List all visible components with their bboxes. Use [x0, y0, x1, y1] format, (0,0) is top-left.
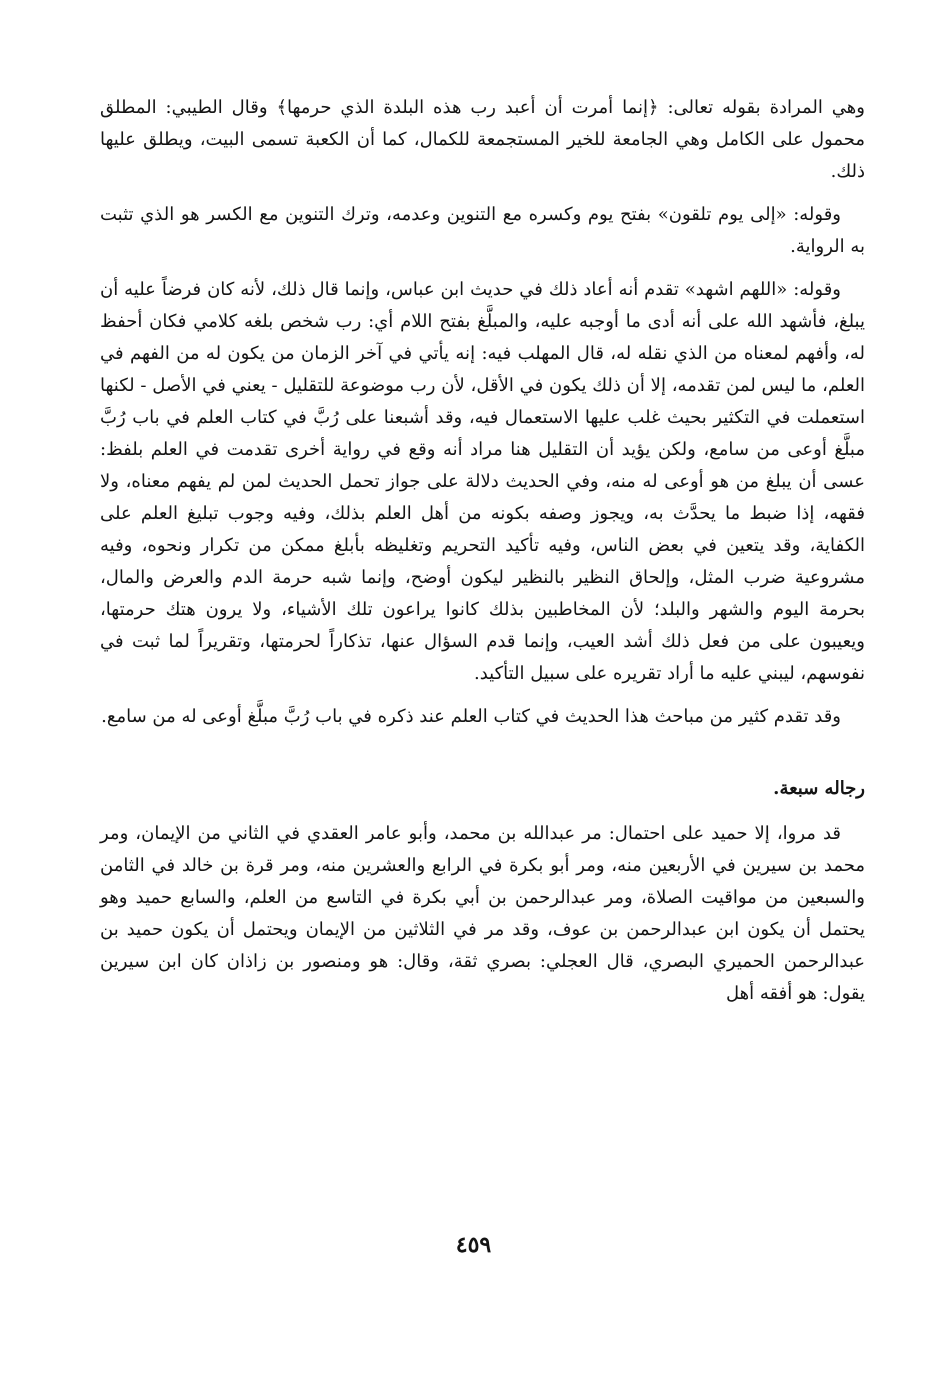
- page-body: [100, 92, 865, 1021]
- paragraph-allahumma-ishhad: وقوله: «اللهم اشهد» تقدم أنه أعاد ذلك في حديث ابن عباس، وإنما قال ذلك، لأنه كان فرضاً عليه أن يبلغ، فأشهد الله على أنه أدى ما أوجبه عليه، والمبلَّغ بفتح اللام أي: رب شخص بلغه كلامي فكان أحفظ له، وأفهم لمعناه من الذي نقله له، قال المهلب فيه: إنه يأتي في آخر الزمان من يكون له من الفهم في العلم، ما ليس لمن تقدمه، إلا أن ذلك يكون في الأقل، لأن رب موضوعة للتقليل - يعني في الأصل - لكنها استعملت في التكثير بحيث غلب عليها الاستعمال فيه، وقد أشبعنا على رُبَّ في كتاب العلم في باب رُبَّ مبلَّغ أوعى من سامع، ولكن يؤيد أن التقليل هنا مراد أنه وقع في رواية أخرى تقدمت في العلم بلفظ: عسى أن يبلغ من هو أوعى له منه، وفي الحديث دلالة على جواز تحمل الحديث لمن لم يفهم معناه، ولا فقهه، إذا ضبط ما يحدَّث به، ويجوز وصفه بكونه من أهل العلم بذلك، وفيه وجوب تبليغ العلم على الكفاية، وقد يتعين في بعض الناس، وفيه تأكيد التحريم وتغليظه بأبلغ ممكن من تكرار ونحوه، وفيه مشروعية ضرب المثل، وإلحاق النظير بالنظير ليكون أوضح، وإنما شبه حرمة الدم والعرض والمال، بحرمة اليوم والشهر والبلد؛ لأن المخاطبين بذلك كانوا يراعون تلك الأشياء، ولا يرون هتك حرمتها، ويعيبون على من فعل ذلك أشد العيب، وإنما قدم السؤال عنها، تذكاراً لحرمتها، وتقريراً لما ثبت في نفوسهم، ليبني عليه ما أراد تقريره على سبيل التأكيد.: [100, 279, 865, 684]
- paragraph-yawm-talqawn: وقوله: «إلى يوم تلقون» بفتح يوم وكسره مع التنوين وعدمه، وترك التنوين مع الكسر هو الذي تثبت به الرواية.: [100, 204, 865, 257]
- paragraph-narrators: قد مروا، إلا حميد على احتمال: مر عبدالله بن محمد، وأبو عامر العقدي في الثاني من الإيمان، ومر محمد بن سيرين في الأربعين منه، ومر أبو بكرة في الرابع والعشرين منه، ومر قرة بن خالد في الثامن والسبعين من مواقيت الصلاة، ومر عبدالرحمن بن أبي بكرة في التاسع من العلم، والسابع حميد وهو يحتمل أن يكون ابن عبدالرحمن بن عوف، وقد مر في الثلاثين من الإيمان ويحتمل أن يكون حميد بن عبدالرحمن الحميري البصري، قال العجلي: بصري ثقة، وقال: هو ومنصور بن زاذان كان ابن سيرين يقول: هو أفقه أهل: [100, 823, 865, 1004]
- page-number: ٤٥٩: [455, 1232, 492, 1258]
- section-heading: رجاله سبعة.: [773, 778, 865, 799]
- paragraph-cross-reference: وقد تقدم كثير من مباحث هذا الحديث في كتاب العلم عند ذكره في باب رُبَّ مبلَّغ أوعى له من سامع.: [101, 706, 841, 727]
- paragraph-tayyibi: وهي المرادة بقوله تعالى: ﴿إنما أمرت أن أعبد رب هذه البلدة الذي حرمها﴾ وقال الطيبي: المطلق محمول على الكامل وهي الجامعة للخير المستجمعة للكمال، كما أن الكعبة تسمى البيت، ويطلق عليها ذلك.: [100, 97, 865, 182]
